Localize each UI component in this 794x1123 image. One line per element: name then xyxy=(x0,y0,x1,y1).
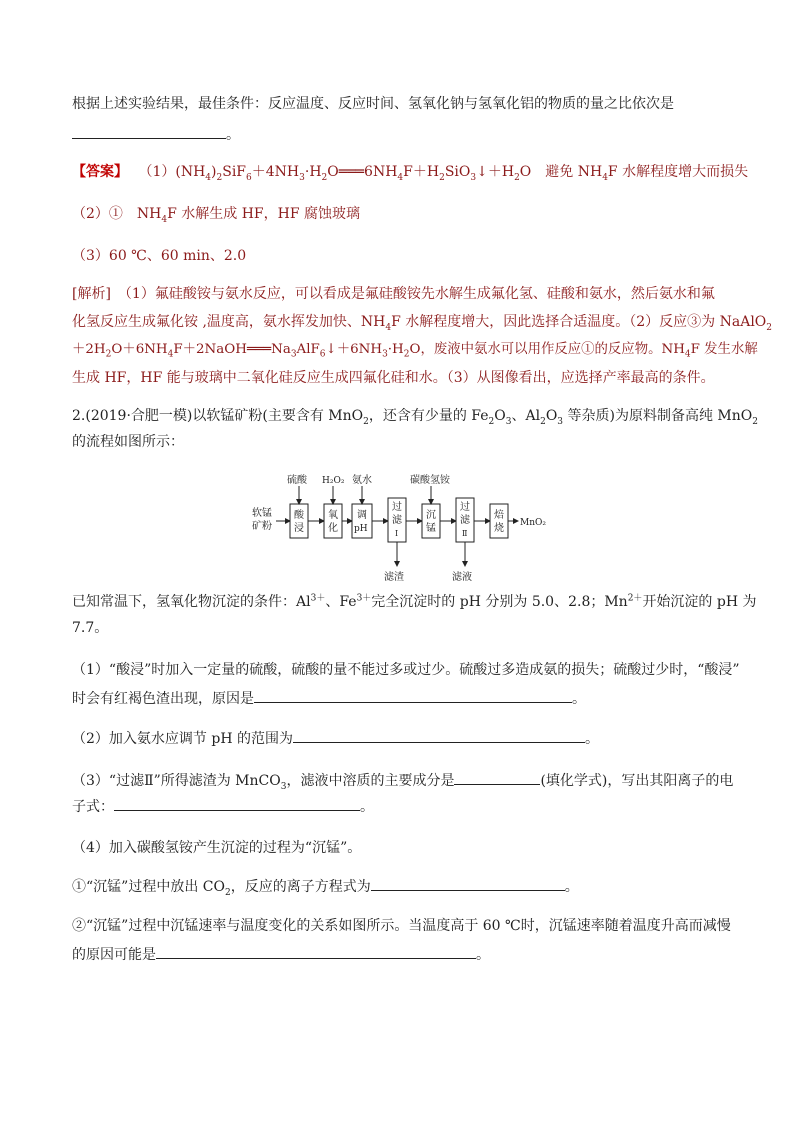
svg-text:滤: 滤 xyxy=(460,515,470,526)
analysis-line3: $+2H_2O+6NH_4F+2NaOH═══Na_3AlF_6↓+6NH_3\cdot H_2O$，废液中氨水可以用作反应①的反应物。$NH_4F$ 发生水解 xyxy=(72,342,758,360)
known-line1: 已知常温下，氢氧化物沉淀的条件：$Al^{3+}$、$Fe^{3+}$完全沉淀时的 pH 分别为 5.0、2.8；$Mn^{2+}$开始沉淀的 pH 为 xyxy=(72,593,757,610)
subq2-answer-blank[interactable] xyxy=(293,728,585,743)
answer-line2: （2）① $NH_4F$ 水解生成 HF，HF 腐蚀玻璃 xyxy=(72,206,361,225)
svg-text:浸: 浸 xyxy=(294,523,304,534)
analysis-tag: [解析] xyxy=(72,286,111,302)
svg-text:过: 过 xyxy=(460,502,470,513)
svg-text:沉: 沉 xyxy=(426,510,436,521)
subq4-part2-line2: 的原因可能是 。 xyxy=(72,944,490,965)
flow-input-1: 软锰 xyxy=(252,508,272,519)
answer-tag: 【答案】 xyxy=(72,164,128,180)
subq3-line1: （3）“过滤Ⅱ”所得滤渣为 MnCO$_3$，滤液中溶质的主要成分是 (填化学式)，写出其阳离子的电 xyxy=(72,770,733,791)
flow-output-residue: 滤渣 xyxy=(384,572,404,583)
svg-text:烧: 烧 xyxy=(494,523,504,534)
q2-line2: 的流程如图所示： xyxy=(72,434,184,450)
svg-text:酸: 酸 xyxy=(294,510,304,521)
flow-reagent-ammonium-bicarbonate: 碳酸氢铵 xyxy=(410,475,450,486)
analysis-line1: [解析] （1）氟硅酸铵与氨水反应，可以看成是氟硅酸铵先水解生成氟化氢、硅酸和氨水，然后氨水和氟 xyxy=(72,286,715,302)
subq4-equation-blank[interactable] xyxy=(371,876,565,891)
subq1-answer-blank[interactable] xyxy=(254,688,572,703)
analysis-line2: 化氢反应生成氟化铵 ,温度高，氨水挥发加快、$NH_4F$ 水解程度增大，因此选择合适温度。（2）反应③为 NaAlO$_2$ xyxy=(72,314,773,333)
svg-text:滤: 滤 xyxy=(392,515,402,526)
flow-output-filtrate: 滤液 xyxy=(452,572,472,583)
flow-reagent-sulfuric-acid: 硫酸 xyxy=(287,475,307,486)
svg-text:焙: 焙 xyxy=(494,510,504,521)
subq4-part1: ①“沉锰”过程中放出 $CO_2$，反应的离子方程式为 。 xyxy=(72,876,579,897)
subq3-formula-blank[interactable] xyxy=(454,770,540,785)
svg-text:pH: pH xyxy=(354,524,368,534)
prev-question-line1: 根据上述实验结果，最佳条件：反应温度、反应时间、氢氧化钠与氢氧化铝的物质的量之比依次是 xyxy=(72,96,674,112)
analysis-line4: 生成 HF，HF 能与玻璃中二氧化硅反应生成四氟化硅和水。（3）从图像看出，应选择产率最高的条件。 xyxy=(72,370,715,386)
subq4-line1: （4）加入碳酸氢铵产生沉淀的过程为“沉锰”。 xyxy=(72,840,362,856)
flow-product: MnO₂ xyxy=(520,518,546,528)
svg-text:氧: 氧 xyxy=(328,510,338,521)
subq3-line2: 子式： 。 xyxy=(72,796,374,817)
svg-text:Ⅰ: Ⅰ xyxy=(395,529,399,538)
subq1-line2: 时会有红褐色渣出现，原因是 。 xyxy=(72,688,586,709)
subq1-line1: （1）“酸浸”时加入一定量的硫酸，硫酸的量不能过多或过少。硫酸过多造成氨的损失；硫酸过少时，“酸浸” xyxy=(72,662,740,678)
answer-blank[interactable] xyxy=(72,124,226,139)
prev-question-line2: 。 xyxy=(72,124,240,145)
flow-reagent-ammonia: 氨水 xyxy=(352,475,372,486)
svg-text:化: 化 xyxy=(328,523,338,534)
process-flow-diagram xyxy=(250,474,570,594)
answer-line3: （3）60 ℃、60 min、2.0 xyxy=(72,248,247,264)
svg-text:调: 调 xyxy=(357,510,367,521)
svg-text:锰: 锰 xyxy=(426,523,436,534)
subq2-line1: （2）加入氨水应调节 pH 的范围为 。 xyxy=(72,728,599,749)
subq4-part2-line1: ②“沉锰”过程中沉锰速率与温度变化的关系如图所示。当温度高于 60 ℃时，沉锰速率随着温度升高而减慢 xyxy=(72,918,731,934)
flow-input-2: 矿粉 xyxy=(252,521,272,532)
svg-text:Ⅱ: Ⅱ xyxy=(462,529,468,538)
svg-text:过: 过 xyxy=(392,502,402,513)
known-line2: 7.7。 xyxy=(72,620,109,636)
subq3-electron-formula-blank[interactable] xyxy=(114,796,360,811)
subq4-reason-blank[interactable] xyxy=(156,944,476,959)
q2-line1: 2.(2019·合肥一模)以软锰矿粉(主要含有 MnO$_2$，还含有少量的 $Fe_2O_3$、$Al_2O_3$ 等杂质)为原料制备高纯 MnO$_2$ xyxy=(72,408,758,427)
answer-line1: 【答案】 $(1)(NH_4)_2SiF_6+4NH_3\cdot H_2O═══6NH_4F+H_2SiO_3↓+H_2O$ 避免 $NH_4F$ 水解程度增大而损失 xyxy=(72,164,749,183)
flow-reagent-h2o2: H₂O₂ xyxy=(322,476,345,486)
